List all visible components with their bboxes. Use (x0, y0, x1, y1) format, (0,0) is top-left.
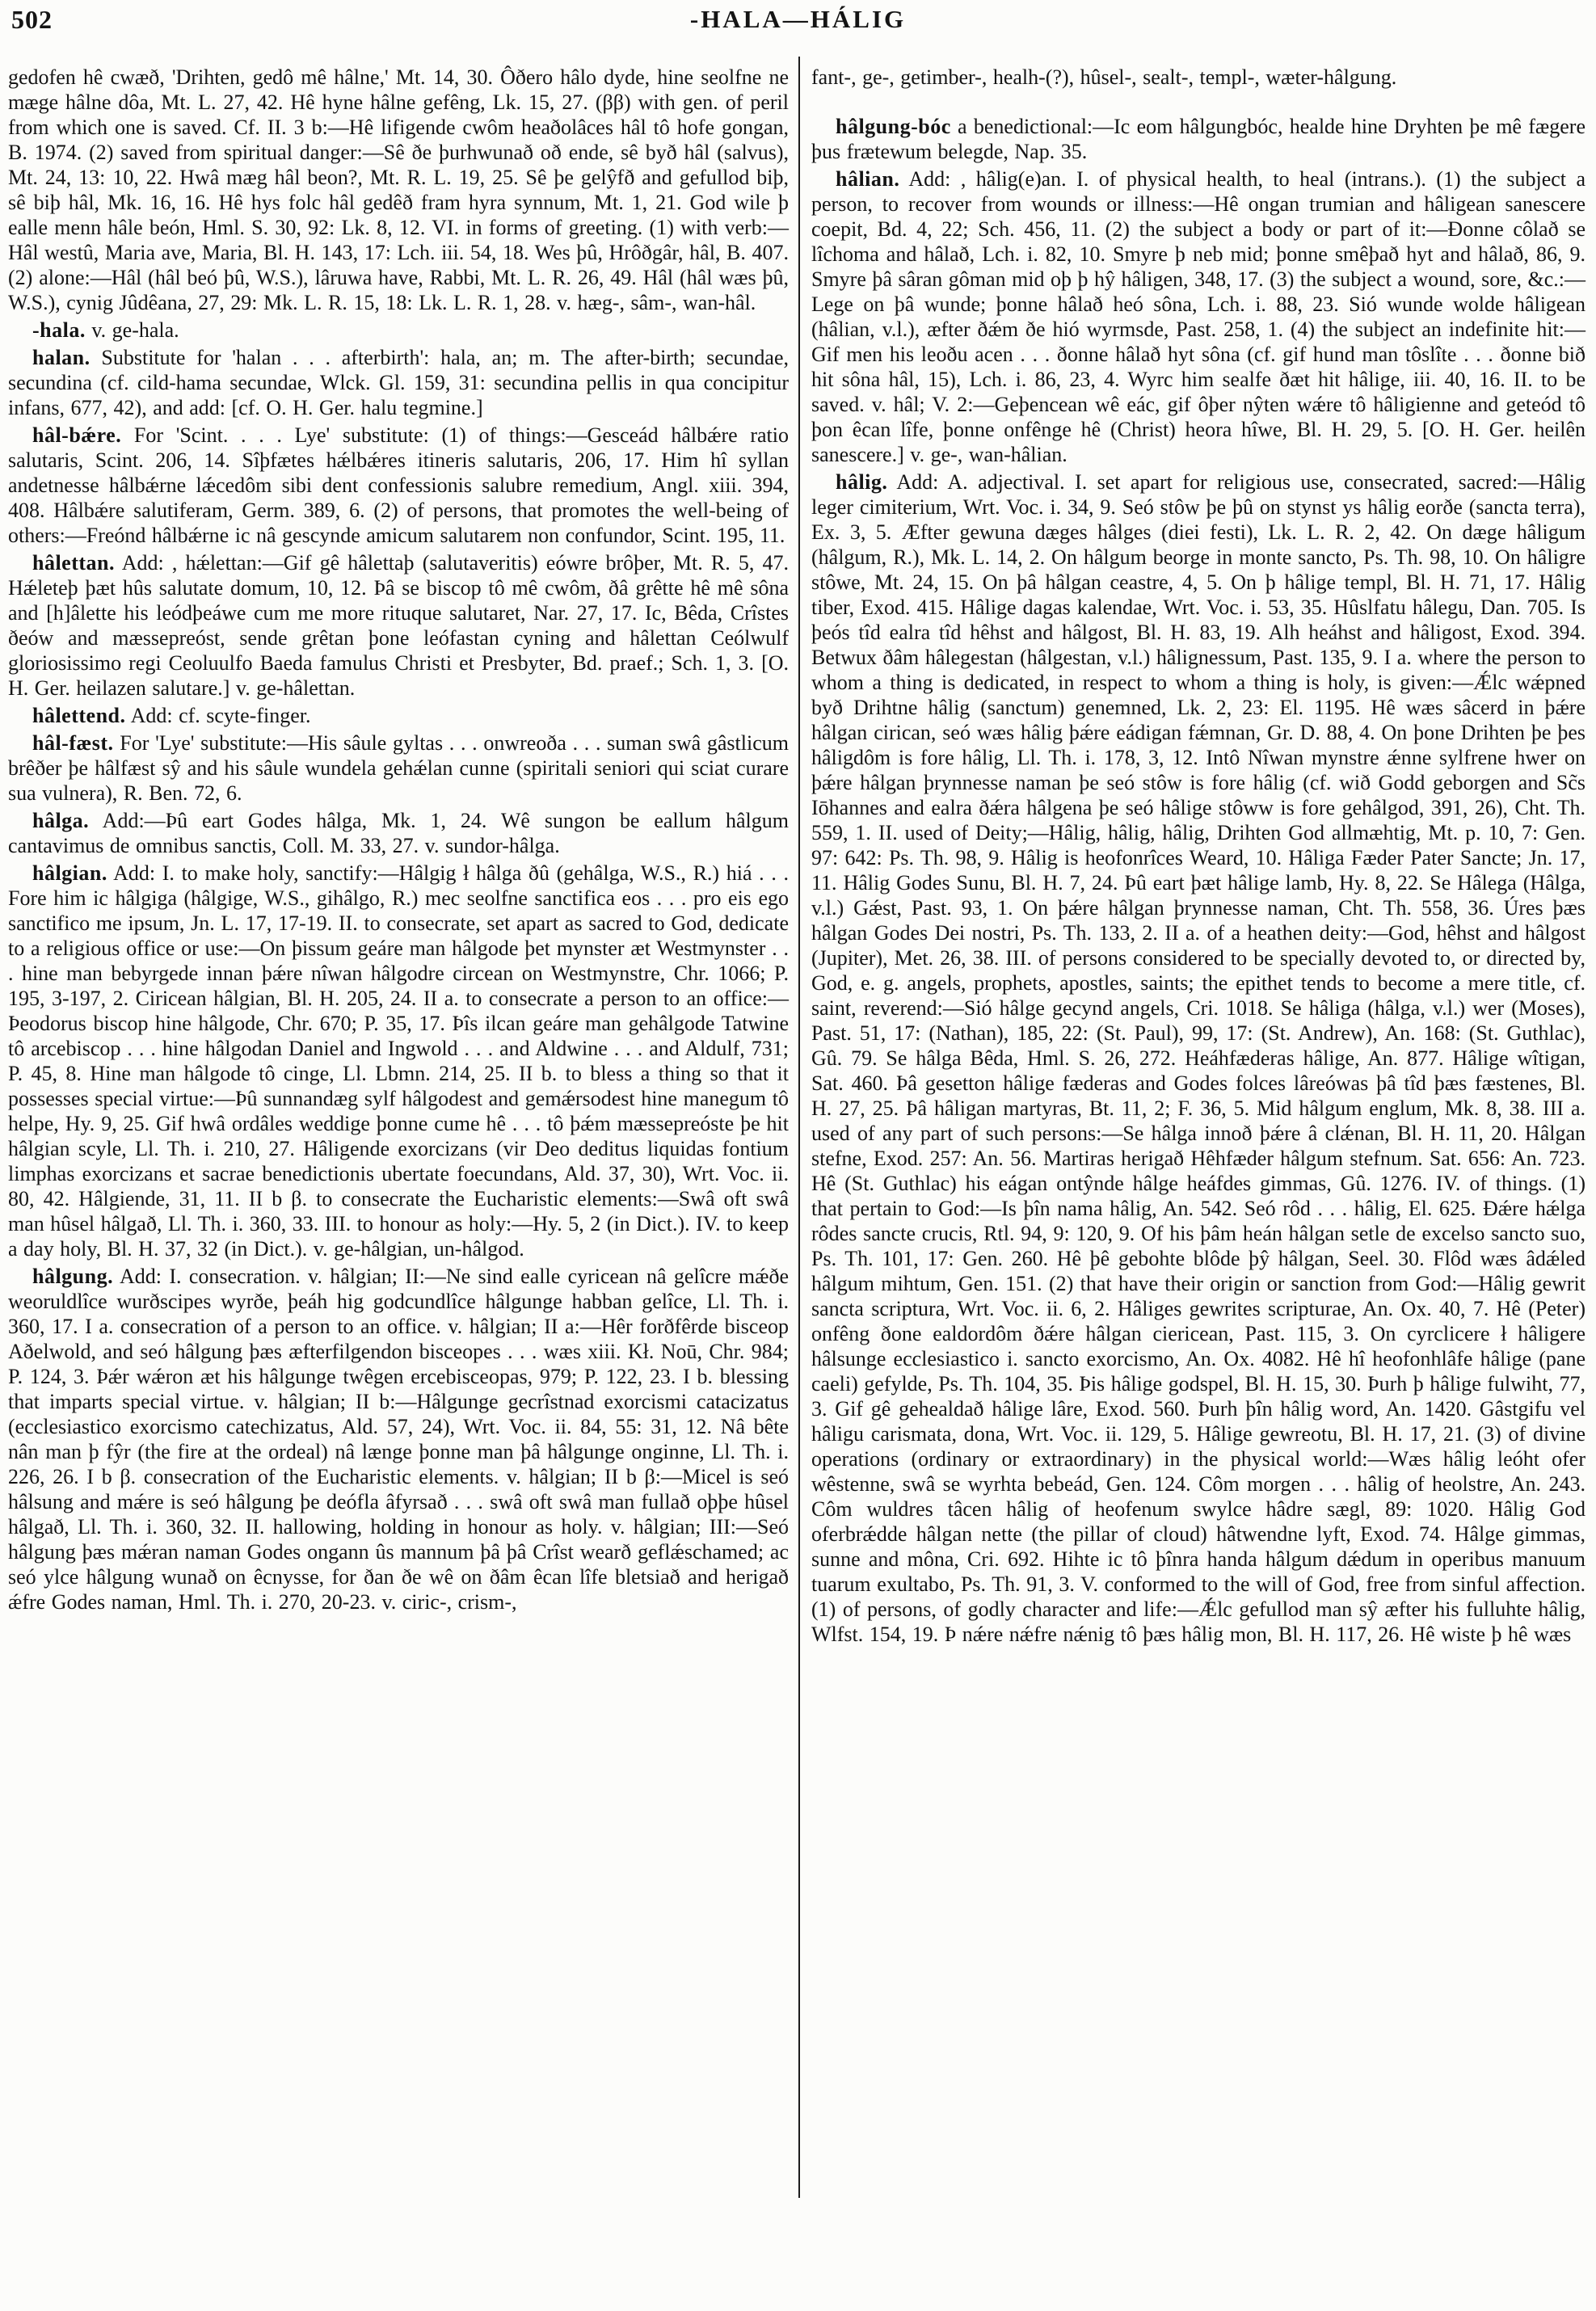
headword: hâlettan. (32, 551, 115, 575)
entry-text: Add: , hâlig(e)an. I. of physical health, to heal (intrans.). (1) the subject a person, to recover from wounds or illness:—Hê ongan trumian and hâligean sanescere coepit, Bd. 4, 22; Sch. 456, 11. (2) the subject a body or part of it:—Ðonne côlað se lîchoma and hâlað, Lch. i. 82, 10. Smyre þ neb mid; þonne smêþað hyt and hâlað, 86, 9. Smyre þâ sâran gôman mid oþ þ hŷ hâligen, 348, 17. (3) the subject a wound, sore, &c.:—Lege on þâ wunde; þonne hâlað heó sôna, Lch. i. 88, 23. Sió wunde wolde hâligean (hâlian, v.l.), æfter ðǽm ðe hió wyrmsde, Past. 258, 1. (4) the subject an indefinite hit:—Gif men his leoðu acen . . . ðonne hâlað hyt sôna (cf. gif hund man tôslîte . . . ðonne bið hit sôna hâl, 15), Lch. i. 86, 23, 4. Wyrc him sealfe ðæt hit hâlige, iii. 40, 16. II. to be saved. v. hâl; V. 2:—Geþencean wê eác, gif ôþer nŷten wǽre tô hâligienne and geteód tô þon êcan lîfe, þonne onfênge hê (Christ) heora hîwe, Bl. H. 29, 5. [O. H. Ger. heilên sanescere.] v. ge-, wan-hâlian. (811, 167, 1585, 466)
entry-text: v. ge-hala. (85, 318, 179, 342)
dictionary-entry (8, 423, 789, 548)
headword: hâlgung-bóc (836, 115, 951, 138)
dictionary-entry (8, 318, 789, 343)
dictionary-entry (8, 345, 789, 420)
entry-text: a benedictional:—Ic eom hâlgungbóc, healde hine Dryhten þe mê fægere þus frætewum belegde, Nap. 35. (811, 115, 1585, 163)
headword: hâlettend. (32, 704, 126, 727)
dictionary-entry (8, 703, 789, 728)
page-number: 502 (11, 5, 53, 34)
entry-text: gedofen hê cwæð, 'Drihten, gedô mê hâlne,' Mt. 14, 30. Ôðero hâlo dyde, hine seolfne ne mæge hâlne dôa, Mt. L. 27, 42. Hê hyne hâlne gefêng, Lk. 15, 27. (ββ) with gen. of peril from which one is saved. Cf. II. 3 b:—Hê lifigende cwôm heaðolâces hâl tô hofe gongan, B. 1974. (2) saved from spiritual danger:—Sê ðe þurhwunað oð ende, sê byð hâl (salvus), Mt. 24, 13: 10, 22. Hwâ mæg hâl beon?, Mt. R. L. 19, 25. Sê þe gelŷfð and gefullod biþ, sê biþ hâl, Mk. 16, 16. Hê hys folc hâl gedêð fram hyra synnum, Mt. 1, 21. God wile þ ealle menn hâle beón, Hml. S. 30, 92: Lk. 8, 12. VI. in forms of greeting. (1) with verb:—Hâl westû, Maria ave, Maria, Bl. H. 143, 17: Lch. iii. 54, 18. Wes þû, Hrôðgâr, hâl, B. 407. (2) alone:—Hâl (hâl beó þû, W.S.), lâruwa have, Rabbi, Mt. L. R. 26, 49. Hâl (hâl wæs þû, W.S.), cynig Jûdêana, 27, 29: Mk. L. R. 15, 18: Lk. L. R. 1, 28. v. hæg-, sâm-, wan-hâl. (8, 65, 789, 314)
dictionary-entry (8, 550, 789, 701)
entry-text: fant-, ge-, getimber-, healh-(?), hûsel-, sealt-, templ-, wæter-hâlgung. (811, 65, 1397, 89)
dictionary-entry (8, 808, 789, 858)
dictionary-entry (8, 730, 789, 806)
headword: hâlian. (836, 167, 900, 191)
headword: -hala. (32, 318, 86, 342)
entry-text: Add: I. to make holy, sanctify:—Hâlgig ł hâlga ðû (gehâlga, W.S., R.) hiá . . . Fore him ic hâlgiga (hâlgige, W.S., gihâlgo, R.) mec seolfne sanctifica eos . . . pro eis ego sanctifico me ipsum, Jn. L. 17, 17-19. II. to consecrate, set apart as sacred to God, dedicate to a religious office or use:—On þissum geáre man hâlgode þet mynster æt Westmynster . . . hine man bebyrgede innan þǽre nîwan hâlgodre circean on Westmynstre, Chr. 1066; P. 195, 3-197, 2. Ciricean hâlgian, Bl. H. 205, 24. II a. to consecrate a person to an office:—Þeodorus biscop hine hâlgode, Chr. 670; P. 35, 17. Þîs ilcan geáre man gehâlgode Tatwine tô arcebiscop . . . hine hâlgodan Daniel and Ingwold . . . and Aldwine . . . and Aldulf, 731; P. 45, 8. Hine man hâlgode tô cinge, Ll. Lbmn. 214, 25. II b. to bless a thing so that it possesses special virtue:—Þû sunnandæg sylf hâlgodest and gemǽrsodest hine manegum tô helpe, Hy. 9, 25. Gif hwâ ordâles weddige þonne cume hê . . . tô þǽm mæssepreóste þe hit hâlgian scyle, Ll. Th. i. 210, 27. Hâligende exorcizans (vir Deo deditus liquidas fontium limphas exorcizans et sacrae benedictionis ubertate foecundans, Ald. 37, 30), Wrt. Voc. ii. 80, 42. Hâlgiende, 31, 11. II b β. to consecrate the Eucharistic elements:—Swâ oft swâ man hûsel hâlgað, Ll. Th. i. 360, 33. III. to honour as holy:—Hy. 5, 2 (in Dict.). IV. to keep a day holy, Bl. H. 37, 32 (in Dict.). v. ge-hâlgian, un-hâlgod. (8, 861, 789, 1261)
entry-text: For 'Scint. . . . Lye' substitute: (1) of things:—Gesceád hâlbǽre ratio salutaris, Scint. 206, 14. Sîþfætes hǽlbǽres itineris salutaris, 206, 17. Him hî syllan andetnesse hâlbǽrne lǽcedôm sibi dent confessionis salubre remedium, Angl. xiii. 394, 408. Hâlbǽre salutiferam, Germ. 389, 6. (2) of persons, that promotes the well-being of others:—Freónd hâlbǽrne ic nâ gescynde amicum salutarem non confundor, Scint. 195, 11. (8, 423, 789, 547)
right-column (811, 65, 1585, 1647)
headword: hâlig. (836, 470, 888, 494)
dictionary-entry (8, 1264, 789, 1614)
entry-text: For 'Lye' substitute:—His sâule gyltas . . . onwreoða . . . suman swâ gâstlicum brêðer þe hâlfæst sŷ and his sâule wundela gehǽlan cunne (spiritali seniori qui sciat curare sua vulnera), R. Ben. 72, 6. (8, 731, 789, 805)
dictionary-entry (811, 114, 1585, 164)
entry-text: Add: A. adjectival. I. set apart for religious use, consecrated, sacred:—Hâlig leger cimiterium, Wrt. Voc. i. 34, 9. Seó stôw þe þû on stynst ys hâlig eorðe (sancta terra), Ex. 3, 5. Æfter gewuna dæges hâlges (diei festi), Lk. L. R. 2, 42. On dæge hâligum (hâlgum, R.), Mk. L. 14, 2. On hâlgum beorge in monte sancto, Ps. Th. 98, 10. On hâligre stôwe, Mt. 24, 15. On þâ hâlgan ceastre, 4, 5. On þ hâlige templ, Bl. H. 71, 17. Hâlig tiber, Exod. 415. Hâlige dagas kalendae, Wrt. Voc. i. 53, 35. Hûslfatu hâlegu, Dan. 705. Is þeós tîd ealra tîd hêhst and hâlgost, Bl. H. 83, 19. Alh heáhst and hâligost, Exod. 394. Betwux ðâm hâlegestan (hâlgestan, v.l.) hâlignessum, Past. 135, 9. I a. where the person to whom a thing is dedicated, in respect to whom a thing is holy, is given:—Ǽlc wǽpned byð Drihtne hâlig (sanctum) genemned, Lk. 2, 23: El. 1195. Hê wæs sâcerd in þǽre hâlgan cirican, seó wæs hâlig þǽre eádigan fǽmnan, Gr. D. 88, 4. On þone Drihten þe þes hâligdôm is fore hâlig, Ll. Th. i. 178, 3, 12. Intô Nîwan mynstre ǽnne sylfrene hwer on þǽre hâlgan þrynnesse naman þe seó stôw is fore hâlig (cf. wið Godd geborgen and Sc̃s Iōhannes and ealra ðǽra hâlgena þe seó hâlige stôww is fore gehâlgod, 391, 26), Cht. Th. 559, 1. II. used of Deity;—Hâlig, hâlig, hâlig, Drihten God allmæhtig, Mt. p. 10, 7: Gen. 97: 642: Ps. Th. 98, 9. Hâlig is heofonrîces Weard, 10. Hâliga Fæder Pater Sancte; Jn. 17, 11. Hâlig Godes Sunu, Bl. H. 7, 24. Þû eart þæt hâlige lamb, Hy. 8, 22. Se Hâlega (Hâlga, v.l.) Gǽst, Past. 93, 1. On þǽre hâlgan þrynnesse naman, Cht. Th. 558, 36. Úres þæs hâlgan Godes Dei nostri, Ps. Th. 133, 2. II a. of a heathen deity:—God, hêhst and hâlgost (Jupiter), Met. 26, 38. III. of persons considered to be specially devoted to, or directed by, God, e. g. angels, prophets, apostles, saints; the epithet tends to become a mere title, cf. saint, reverend:—Sió hâlge gecynd angels, Cri. 1018. Se hâliga (hâlga, v.l.) wer (Moses), Past. 51, 17: (Nathan), 185, 22: (St. Paul), 99, 17: (St. Andrew), An. 168: (St. Guthlac), Gû. 79. Se hâlga Bêda, Hml. S. 26, 272. Heáhfæderas hâlige, An. 877. Hâlige wîtigan, Sat. 460. Þâ gesetton hâlige fæderas and Godes folces lâreówas þâ tîd þæs fæstenes, Bl. H. 27, 25. Þâ hâligan martyras, Bt. 11, 2; F. 36, 5. Mid hâlgum englum, Mk. 8, 38. III a. used of any part of such persons:—Se hâlga innoð þǽre â clǽnan, Bl. H. 11, 20. Hâlgan stefne, Exod. 257: An. 56. Martiras herigað Hêhfæder hâlgum stefnum. Sat. 656: An. 723. Hê (St. Guthlac) his eágan ontŷnde hâlge heáfdes gimmas, Gû. 1276. IV. of things. (1) that pertain to God:—Is þîn nama hâlig, An. 542. Seó rôd . . . hâlig, El. 625. Ðǽre hǽlga rôdes sancte crucis, Rtl. 94, 9: 120, 9. Of his þâm heán hâlgan setle de excelso sancto suo, Ps. Th. 101, 17: Gen. 260. Hê þê gebohte blôde þŷ hâlgan, Seel. 30. Flôd wæs âdǽled hâlgum mihtum, Gen. 151. (2) that have their origin or sanction from God:—Hâlig gewrit sancta scriptura, Wrt. Voc. ii. 6, 2. Hâliges gewrites scripturae, An. Ox. 40, 7. Hê (Peter) onfêng ðone ealdordôm ðǽre hâlgan ciericean, Past. 115, 3. On cyrclicere ł hâligere hâlsunge ecclesiastico i. sancto exorcismo, An. Ox. 4082. Hê hî heofonhlâfe hâlige (pane caeli) gefylde, Ps. Th. 104, 35. Þis hâlige godspel, Bl. H. 15, 30. Þurh þ hâlige fulwiht, 77, 3. Gif gê gehealdað hâlige lâre, Exod. 560. Þurh þîn hâlig word, An. 1420. Gâstgifu vel hâligu carismata, dona, Wrt. Voc. ii. 129, 5. Hâlige gewreotu, Bl. H. 17, 21. (3) of divine operations (ordinary or extraordinary) in the physical world:—Wæs hâlig leóht ofer wêstenne, swâ se wyrhta bebeád, Gen. 124. Côm morgen . . . hâlig of heolstre, An. 243. Côm wuldres tâcen hâlig of heofenum swylce hâdre sægl, 89: 1020. Hâlig God oferbrǽdde hâlgan nette (the pillar of cloud) hâtwendne lyft, Exod. 74. Hâlge gimmas, sunne and môna, Cri. 692. Hihte ic tô þînra handa hâlgum dǽdum in operibus manuum tuarum exultabo, Ps. Th. 91, 3. V. conformed to the will of God, free from sinful affection. (1) of persons, of godly character and life:—Ǽlc gefullod man sŷ æfter his fulluhte hâlig, Wlfst. 154, 19. Þ nǽre nǽfre nǽnig tô þæs hâlig mon, Bl. H. 117, 26. Hê wiste þ hê wæs (811, 470, 1585, 1646)
running-head: -HALA—HÁLIG (689, 5, 907, 33)
entry-text: Substitute for 'halan . . . afterbirth': hala, an; m. The after-birth; secundae, secundina (cf. cild-hama secundae, Wlck. Gl. 159, 31: secundina pellis in qua concipitur infans, 677, 42), and add: [cf. O. H. Ger. halu tegmine.] (8, 346, 789, 419)
headword: hâlgian. (32, 861, 107, 885)
headword: hâl-fæst. (32, 731, 114, 755)
headword: hâlga. (32, 809, 90, 832)
headword: halan. (32, 346, 91, 369)
dictionary-entry (8, 861, 789, 1261)
headword: hâlgung. (32, 1265, 114, 1288)
headword: hâl-bǽre. (32, 423, 122, 447)
dictionary-entry (8, 65, 789, 315)
entry-text: Add: cf. scyte-finger. (125, 704, 311, 727)
entry-text: Add: , hǽlettan:—Gif gê hâlettaþ (salutaveritis) eówre brôþer, Mt. R. 5, 47. Hǽleteþ þæt hûs salutate domum, 10, 12. Þâ se biscop tô mê cwôm, ðâ grêtte hê mê sôna and [h]âlette his leódþeáwe cum me more rituque salutaret, Nar. 27, 17. Ic, Bêda, Crîstes ðeów and mæssepreóst, sende grêtan þone leófastan cyning and hâlettan Ceólwulf gloriosissimo regi Ceoluulfo Baeda famulus Christi et Presbyter, Bd. praef.; Sch. 1, 3. [O. H. Ger. heilazen salutare.] v. ge-hâlettan. (8, 551, 789, 700)
column-divider (798, 57, 800, 2198)
dictionary-entry (811, 469, 1585, 1647)
dictionary-entry (811, 65, 1585, 90)
entry-text: Add: I. consecration. v. hâlgian; II:—Ne sind ealle cyricean nâ gelîcre mǽðe weoruldlîce wurðscipes wyrðe, þeáh hig godcundlîce hâlgunge habban gelîce, Ll. Th. i. 360, 17. I a. consecration of a person to an office. v. hâlgian; II a:—Hêr forðfêrde bisceop Aðelwold, and seó hâlgung þæs æfterfilgendon bisceopes . . . wæs xiii. Kł. Noū, Chr. 984; P. 124, 3. Þǽr wǽron æt his hâlgunge twêgen ercebisceopas, 979; P. 122, 23. I b. blessing that imparts special virtue. v. hâlgian; II b:—Hâlgunge gecrîstnad exorcismi catacizatus (ecclesiastico exorcismo catechizatus, Ald. 57, 24), Wrt. Voc. ii. 84, 55: 31, 12. Nâ bête nân man þ fŷr (the fire at the ordeal) nâ længe þonne man þâ hâlgunge onginne, Ll. Th. i. 226, 26. I b β. consecration of the Eucharistic elements. v. hâlgian; II b β:—Micel is seó hâlsung and mǽre is seó hâlgung þe deófla âfyrsað . . . swâ oft swâ man fullað oþþe hûsel hâlgað, Ll. Th. i. 360, 32. II. hallowing, holding in honour as holy. v. hâlgian; III:—Seó hâlgung þæs mǽran naman Godes ongann ûs mannum þâ þâ Crîst wearð geflǽschamed; ac seó ylce hâlgung wunað on êcnysse, for ðan ðe wê on ðâm êcan lîfe bletsiað and herigað ǽfre Godes naman, Hml. Th. i. 270, 20-23. v. ciric-, crism-, (8, 1265, 789, 1614)
left-column (8, 65, 789, 1614)
dictionary-entry (811, 166, 1585, 467)
entry-text: Add:—Þû eart Godes hâlga, Mk. 1, 24. Wê sungon be eallum hâlgum cantavimus de omnibus sanctis, Coll. M. 33, 27. v. sundor-hâlga. (8, 809, 789, 857)
